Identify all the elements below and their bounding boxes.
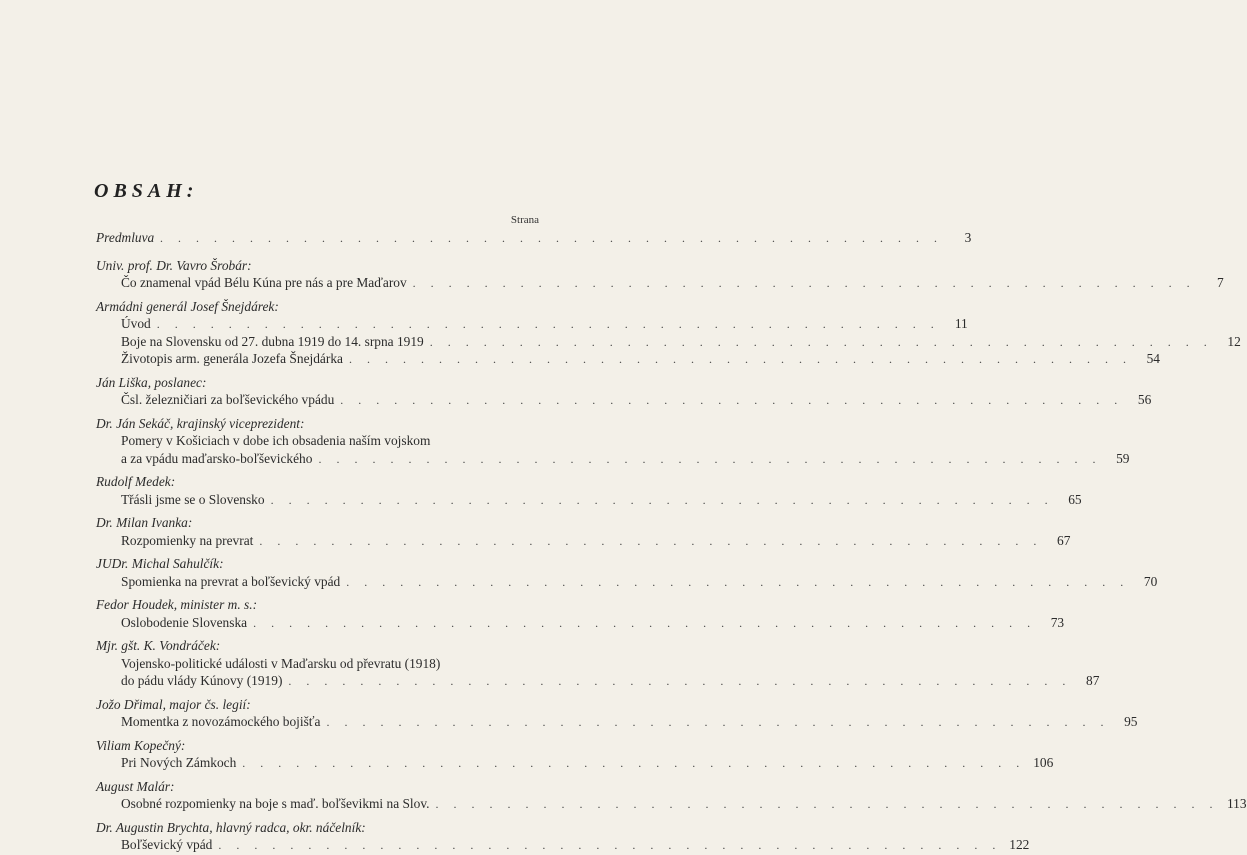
toc-page-number: 70 [1143,573,1158,589]
toc-author: Rudolf Medek: [96,474,176,489]
toc-page-number: 67 [1057,532,1071,548]
toc-page-number: 56 [1137,392,1152,407]
toc-entry [96,350,1160,368]
toc-entry-title: Čsl. železničiari za boľševického vpádu [121,392,335,407]
toc-author: Armádni generál Josef Šnejdárek: [96,298,279,314]
page-column-label: Strana [510,214,539,226]
toc-author: Viliam Kopečný: [96,737,186,753]
toc-entry-title: Pomery v Košiciach v dobe ich obsadenia naším vojskom [121,433,431,448]
toc-entry-title: Spomienka na prevrat a boľševický vpád [121,573,341,589]
toc-entry-title: Třásli jsme se o Slovensko [121,491,265,507]
toc-author: Ján Liška, poslanec: [96,374,207,390]
toc-page-number: 113 [1226,796,1247,811]
toc-entry-title: Predmluva [96,230,155,245]
toc-author: JUDr. Michal Sahulčík: [96,556,224,571]
dot-leader: . . . . . . . . . . . . . . . . . . . . . . . . . . . . . . . . . . . . . . . . . . . . [270,492,1054,507]
toc-page-number: 54 [1146,351,1160,366]
toc-page-number: 11 [954,316,968,331]
dot-leader: . . . . . . . . . . . . . . . . . . . . . . . . . . . . . . . . . . . . . . . . . . . . [326,715,1110,729]
table-of-contents [96,229,1247,854]
toc-entry [96,754,1054,772]
dot-leader: . . . . . . . . . . . . . . . . . . . . . . . . . . . . . . . . . . . . . . . . . . . . [218,838,1002,852]
toc-entry [96,532,1071,550]
toc-entry [96,274,1224,292]
dot-leader: . . . . . . . . . . . . . . . . . . . . . . . . . . . . . . . . . . . . . . . . . . . . [429,334,1213,349]
toc-entry-title: a za vpádu maďarsko-boľševického [121,450,313,466]
dot-leader: . . . . . . . . . . . . . . . . . . . . . . . . . . . . . . . . . . . . . . . . . . . . [348,352,1132,366]
toc-entry [96,836,1030,854]
toc-author: Dr. Augustin Brychta, hlavný radca, okr. náčelník: [96,819,366,835]
toc-entry-title: Úvod [121,316,151,331]
dot-leader: . . . . . . . . . . . . . . . . . . . . . . . . . . . . . . . . . . . . . . . . . . . . [259,533,1043,548]
dot-leader: . . . . . . . . . . . . . . . . . . . . . . . . . . . . . . . . . . . . . . . . . . . . [412,276,1196,290]
toc-entry-title: Osobné rozpomienky na boje s maď. boľševikmi na Slov. [121,796,430,811]
toc-page-number: 87 [1086,673,1100,688]
toc-entry [96,315,968,333]
dot-leader: . . . . . . . . . . . . . . . . . . . . . . . . . . . . . . . . . . . . . . . . . . . . [346,574,1130,589]
toc-entry-title: Pri Nových Zámkoch [121,755,237,770]
toc-entry-title: Boľševický vpád [121,837,213,852]
toc-page-number: 3 [964,230,972,245]
toc-entry-title: Vojensko-politické události v Maďarsku od převratu (1918) [121,655,441,671]
toc-entry [96,450,1130,468]
toc-entry [96,573,1158,591]
toc-page-number: 59 [1116,450,1130,466]
toc-page-number: 73 [1050,614,1065,630]
toc-author: Jožo Dřimal, major čs. legií: [96,696,251,712]
toc-author: Fedor Houdek, minister m. s.: [96,597,258,612]
toc-entry [96,333,1241,351]
toc-page-number: 106 [1033,755,1054,770]
toc-entry [96,229,972,247]
dot-leader: . . . . . . . . . . . . . . . . . . . . . . . . . . . . . . . . . . . . . . . . . . . . [435,797,1219,811]
toc-entry-title: Oslobodenie Slovenska [121,614,248,630]
toc-entry [96,672,1100,690]
entry-spacer [96,247,539,257]
toc-author: August Malár: [96,778,175,794]
dot-leader: . . . . . . . . . . . . . . . . . . . . . . . . . . . . . . . . . . . . . . . . . . . . [242,756,1026,770]
dot-leader: . . . . . . . . . . . . . . . . . . . . . . . . . . . . . . . . . . . . . . . . . . . . [156,317,940,331]
toc-author: Mjr. gšt. K. Vondráček: [96,638,221,653]
toc-author: Univ. prof. Dr. Vavro Šrobár: [96,257,252,273]
toc-entry [96,713,1138,731]
toc-entry-title: Rozpomienky na prevrat [121,532,254,548]
toc-entry [96,795,1247,813]
toc-entry-title: Čo znamenal vpád Bélu Kúna pre nás a pre Maďarov [121,275,407,290]
toc-page-number: 12 [1227,333,1241,349]
contents-heading: OBSAH: [94,180,199,202]
toc-author: Dr. Ján Sekáč, krajinský viceprezident: [96,415,305,431]
dot-leader: . . . . . . . . . . . . . . . . . . . . . . . . . . . . . . . . . . . . . . . . . . . . [253,615,1037,630]
dot-leader: . . . . . . . . . . . . . . . . . . . . . . . . . . . . . . . . . . . . . . . . . . . . [340,393,1124,407]
toc-page-number: 65 [1068,491,1082,507]
toc-page-number: 7 [1216,275,1224,290]
toc-entry [96,491,1082,509]
toc-entry-title: Momentka z novozámockého bojišťa [121,714,321,729]
toc-page-number: 95 [1124,714,1138,729]
toc-author: Dr. Milan Ivanka: [96,515,193,530]
toc-entry-title: Boje na Slovensku od 27. dubna 1919 do 14. srpna 1919 [121,333,424,349]
dot-leader: . . . . . . . . . . . . . . . . . . . . . . . . . . . . . . . . . . . . . . . . . . . . [288,674,1072,688]
dot-leader: . . . . . . . . . . . . . . . . . . . . . . . . . . . . . . . . . . . . . . . . . . . . [160,231,944,245]
dot-leader: . . . . . . . . . . . . . . . . . . . . . . . . . . . . . . . . . . . . . . . . . . . . [318,451,1102,466]
toc-entry-title: do pádu vlády Kúnovy (1919) [121,673,283,688]
toc-page-number: 122 [1009,837,1030,852]
toc-entry [96,391,1152,409]
toc-entry [96,614,1065,632]
toc-entry-title: Životopis arm. generála Jozefa Šnejdárka [121,351,343,366]
